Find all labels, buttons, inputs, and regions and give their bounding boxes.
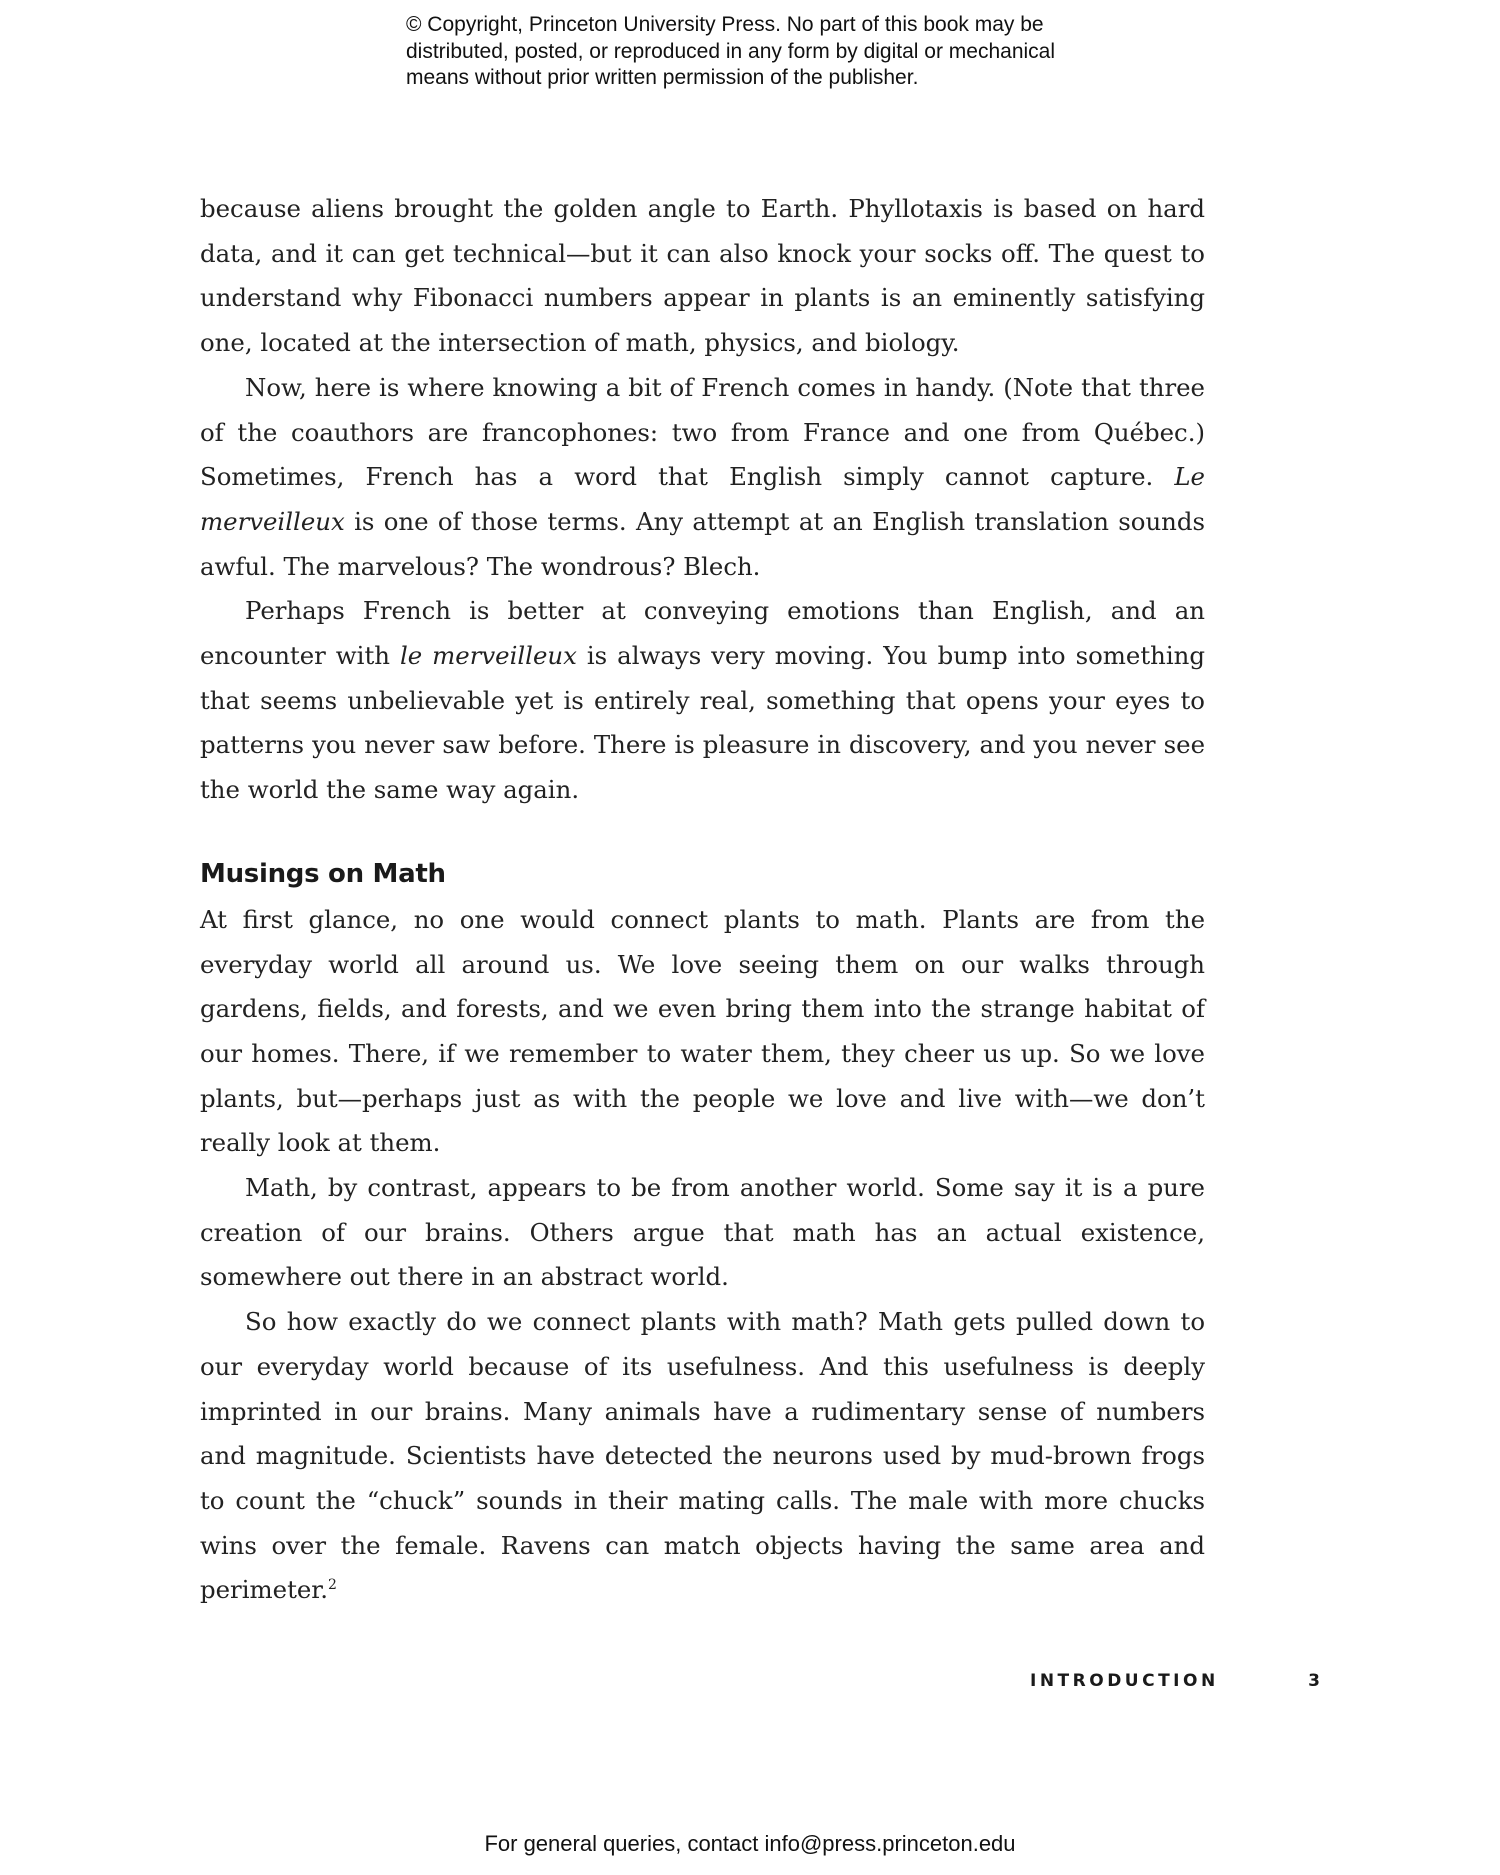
paragraph-text: Perhaps French is better at conveying emotions than English, and an encounter with [200,596,1205,671]
paragraph: because aliens brought the golden angle to Earth. Phyllotaxis is based on hard data, and it can get technical—but it can also knock your socks off. The quest to understand why Fibonacci numbers appear in plants is an eminently satisfying one, located at the intersection of math, physics, and biology. [200,194,1205,358]
paragraph: At first glance, no one would connect plants to math. Plants are from the everyday world all around us. We love seeing them on our walks through gardens, fields, and forests, and we even bring them into the strange habitat of our homes. There, if we remember to water them, they cheer us up. So we love plants, but—perhaps just as with the people we love and live with—we don’t really look at them. [200,904,1205,1158]
paragraph-text: So how exactly do we connect plants with math? Math gets pulled down to our everyday world because of its usefulness. And this usefulness is deeply imprinted in our brains. Many animals have a rudimentary sense of numbers and magnitude. Scientists have detected the neurons used by mud-brown frogs to count the “chuck” sounds in their mating calls. The male with more chucks wins over the female. Ravens can match objects having the same area and perimeter. [200,1307,1205,1605]
paragraph-text: Now, here is where knowing a bit of French comes in handy. (Note that three of the coauthors are francophones: two from France and one from Québec.) Sometimes, French has a word that English simply cannot capture. [200,372,1205,492]
page-number: 3 [1308,1671,1320,1691]
paragraph-text: is always very moving. You bump into something that seems unbelievable yet is entirely real, something that opens your eyes to patterns you never saw before. There is pleasure in discovery, and you never see the world the same way again. [200,641,1205,805]
copyright-notice [406,12,1126,92]
italic-term: Le merveilleux [200,462,1205,536]
italic-term: le merveilleux [399,641,577,671]
paragraph [200,589,1205,813]
paragraph [200,1300,1205,1613]
copyright-line: means without prior written permission of the publisher. [406,66,919,89]
section-heading: Musings on Math [200,858,446,889]
paragraph [200,366,1205,590]
page-body [200,187,1205,1613]
paragraph-text: is one of those terms. Any attempt at an English translation sounds awful. The marvelous? The wondrous? Blech. [200,506,1205,581]
footer-contact: For general queries, contact info@press.princeton.edu [484,1831,1016,1856]
copyright-line: © Copyright, Princeton University Press. No part of this book may be [406,13,1044,36]
paragraph: Math, by contrast, appears to be from another world. Some say it is a pure creation of our brains. Others argue that math has an actual existence, somewhere out there in an abstract world. [200,1173,1205,1292]
running-head: INTRODUCTION [1030,1671,1219,1691]
copyright-line: distributed, posted, or reproduced in any form by digital or mechanical [406,39,1056,63]
footnote-marker[interactable]: 2 [328,1577,337,1594]
